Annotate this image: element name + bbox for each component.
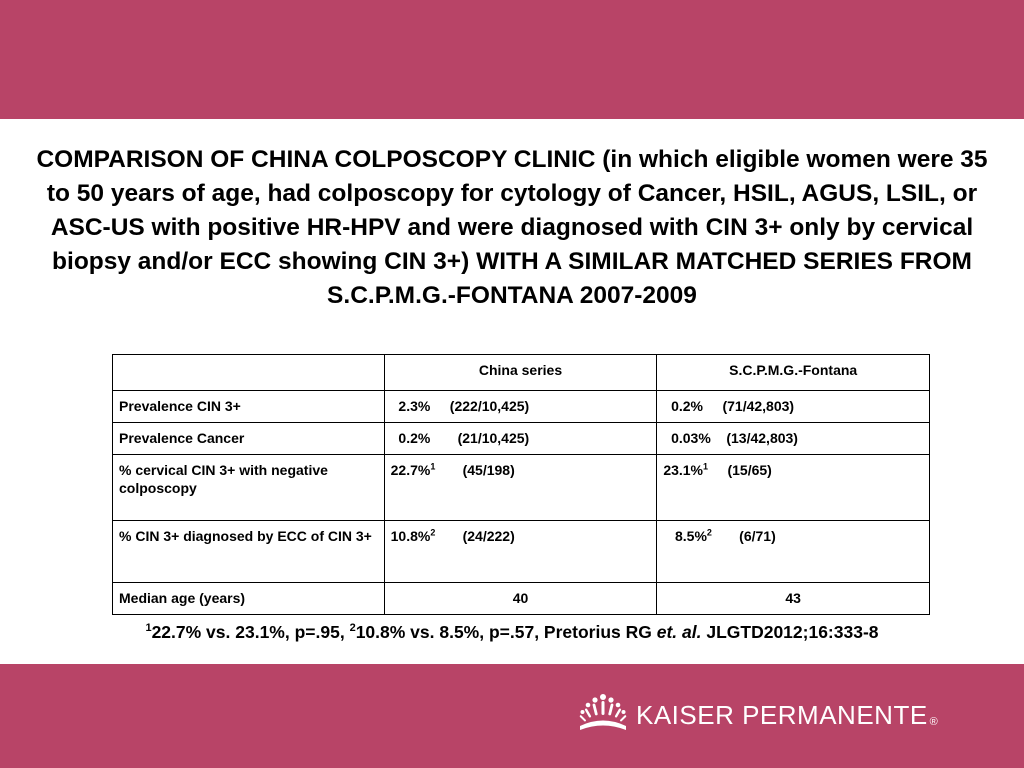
registered-mark: ® — [929, 716, 938, 728]
cell-value: 22.7%$^1$ — [390, 461, 436, 478]
cell-count: (13/42,803) — [726, 430, 798, 446]
footnote — [0, 622, 1024, 643]
footnote-marker: 1 — [145, 622, 152, 635]
cell-value: 0.2% — [671, 398, 704, 414]
cell-count: (21/10,425) — [457, 430, 530, 446]
cell-value: 43 — [657, 583, 930, 615]
cell-count: (45/198) — [462, 462, 515, 478]
table-row — [113, 423, 930, 455]
row-label: % cervical CIN 3+ with negative colposcopy — [113, 455, 385, 521]
slide-title: COMPARISON OF CHINA COLPOSCOPY CLINIC (in which eligible women were 35 to 50 years of age, had colposcopy for cytology of Cancer, HSIL, AGUS, LSIL, or ASC-US with positive HR-HPV and were diagnosed with CIN 3+ only by cervical biopsy and/or ECC showing CIN 3+) WITH A SIMILAR MATCHED SERIES FROM S.C.P.M.G.-FONTANA 2007-2009 — [36, 146, 988, 309]
table-row — [113, 391, 930, 423]
table-header-cell — [113, 355, 385, 391]
cell-value: 0.03% — [671, 430, 711, 446]
cell-value: 10.8%$^2$ — [390, 527, 436, 544]
table-header-cell: China series — [384, 355, 657, 391]
cell-value: 23.1%$^1$ — [663, 461, 709, 478]
footnote-text: 22.7% vs. 23.1%, p=.95, — [151, 622, 350, 642]
top-banner — [0, 0, 1024, 119]
cell-value: 0.2% — [398, 430, 431, 446]
table-cell — [657, 521, 930, 583]
footnote-etal: et. al. — [656, 622, 702, 642]
cell-count: (6/71) — [739, 528, 776, 544]
table-cell — [384, 391, 657, 423]
cell-count: (222/10,425) — [449, 398, 530, 414]
table-cell — [384, 521, 657, 583]
table-cell — [657, 455, 930, 521]
cell-value: 2.3% — [398, 398, 431, 414]
row-label: Median age (years) — [113, 583, 385, 615]
row-label: % CIN 3+ diagnosed by ECC of CIN 3+ — [113, 521, 385, 583]
row-label: Prevalence CIN 3+ — [113, 391, 385, 423]
table-cell — [657, 423, 930, 455]
table-row — [113, 455, 930, 521]
table-header-row — [113, 355, 930, 391]
cell-count: (71/42,803) — [722, 398, 795, 414]
cell-count: (24/222) — [462, 528, 515, 544]
table-row — [113, 521, 930, 583]
cell-value: 8.5%$^2$ — [674, 527, 712, 544]
footnote-citation: JLGTD2012;16:333-8 — [701, 622, 879, 642]
table-row — [113, 583, 930, 615]
table-cell — [657, 391, 930, 423]
comparison-table — [112, 354, 930, 615]
table-cell — [384, 423, 657, 455]
cell-value: 40 — [384, 583, 657, 615]
table-header-cell: S.C.P.M.G.-Fontana — [657, 355, 930, 391]
cell-count: (15/65) — [727, 462, 772, 478]
footnote-text: 10.8% vs. 8.5%, p=.57, Pretorius RG — [355, 622, 657, 642]
table-cell — [384, 455, 657, 521]
row-label: Prevalence Cancer — [113, 423, 385, 455]
kaiser-permanente-logo — [578, 690, 938, 740]
kaiser-figures-icon — [578, 693, 628, 737]
logo-text: KAISER PERMANENTE — [636, 699, 928, 730]
footnote-marker: 2 — [349, 622, 356, 635]
